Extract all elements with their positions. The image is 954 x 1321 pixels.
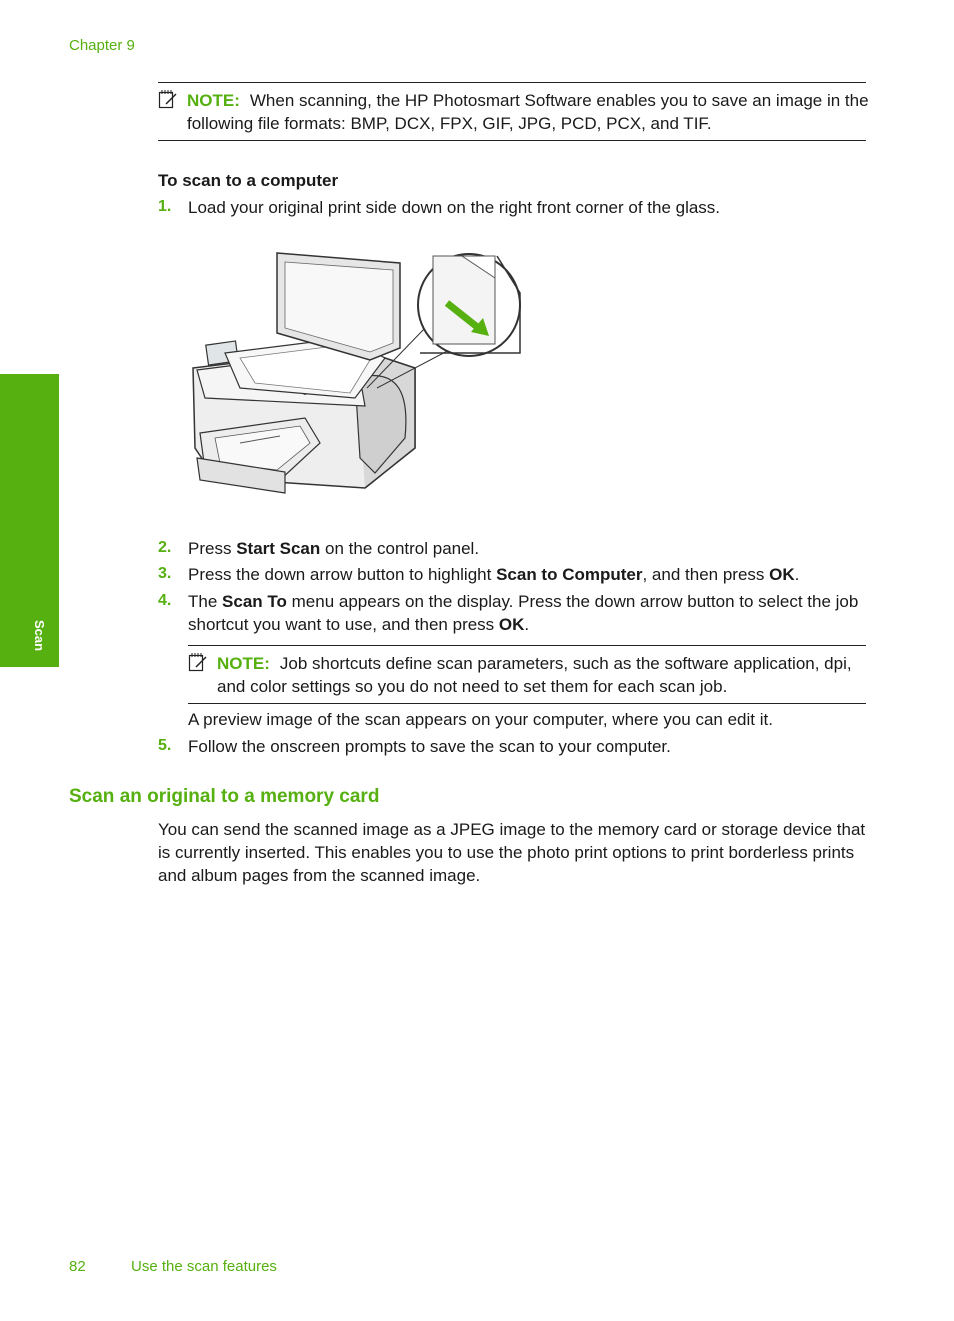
side-tab-label: Scan bbox=[32, 620, 47, 652]
step-text: Load your original print side down on the right front corner of the glass. bbox=[188, 198, 721, 217]
step-text bbox=[188, 537, 868, 560]
procedure-title: To scan to a computer bbox=[158, 171, 339, 190]
note-body: Job shortcuts define scan parameters, such as the software application, dpi, and color settings so you do not need to set them for each scan job. bbox=[217, 654, 852, 696]
note-body: When scanning, the HP Photosmart Software enables you to save an image in the following file formats: BMP, DCX, FPX, GIF, JPG, PCD, PCX, and TIF. bbox=[187, 91, 869, 133]
note-icon bbox=[158, 89, 178, 109]
page-number: 82 bbox=[69, 1258, 86, 1275]
step-text-part: on the control panel. bbox=[320, 539, 480, 558]
section-body: You can send the scanned image as a JPEG image to the memory card or storage device that is currently inserted. This enables you to use the photo print options to print borderless prints and album pages from the scanned image. bbox=[158, 820, 866, 885]
step-text-part: Press the down arrow button to highlight bbox=[188, 565, 497, 584]
step-bold: OK bbox=[769, 565, 795, 584]
note-box bbox=[158, 82, 869, 141]
step-number: 5. bbox=[158, 737, 172, 754]
section-heading: Scan an original to a memory card bbox=[69, 786, 380, 807]
note-box bbox=[188, 645, 866, 704]
preview-text: A preview image of the scan appears on your computer, where you can edit it. bbox=[188, 710, 773, 729]
step-text-part: . bbox=[794, 565, 800, 584]
note-icon bbox=[188, 652, 208, 672]
step-number: 3. bbox=[158, 565, 172, 582]
step-bold: Start Scan bbox=[236, 539, 321, 558]
note-label: NOTE: bbox=[187, 91, 240, 110]
note-label: NOTE: bbox=[217, 654, 270, 673]
step-bold: Scan to Computer bbox=[496, 565, 643, 584]
step-number: 2. bbox=[158, 539, 172, 556]
step-text bbox=[188, 590, 868, 636]
step-text-part: menu appears on the display. Press the down arrow button to select the job shortcut you want to use, and then press bbox=[188, 592, 859, 634]
step-text-part: , and then press bbox=[642, 565, 770, 584]
step-bold: OK bbox=[498, 615, 525, 634]
step-text bbox=[188, 563, 868, 586]
step-bold: Scan To bbox=[222, 592, 287, 611]
step-text-part: . bbox=[524, 615, 530, 634]
step-number: 4. bbox=[158, 592, 172, 609]
note-text bbox=[217, 652, 869, 698]
chapter-label: Chapter 9 bbox=[69, 37, 135, 54]
side-tab bbox=[0, 374, 59, 667]
note-text bbox=[187, 89, 869, 135]
step-text-part: The bbox=[188, 592, 223, 611]
step-number: 1. bbox=[158, 198, 172, 215]
step-text: Follow the onscreen prompts to save the scan to your computer. bbox=[188, 737, 671, 756]
step-text-part: Press bbox=[188, 539, 237, 558]
footer-title: Use the scan features bbox=[131, 1258, 277, 1275]
printer-illustration bbox=[185, 248, 525, 500]
